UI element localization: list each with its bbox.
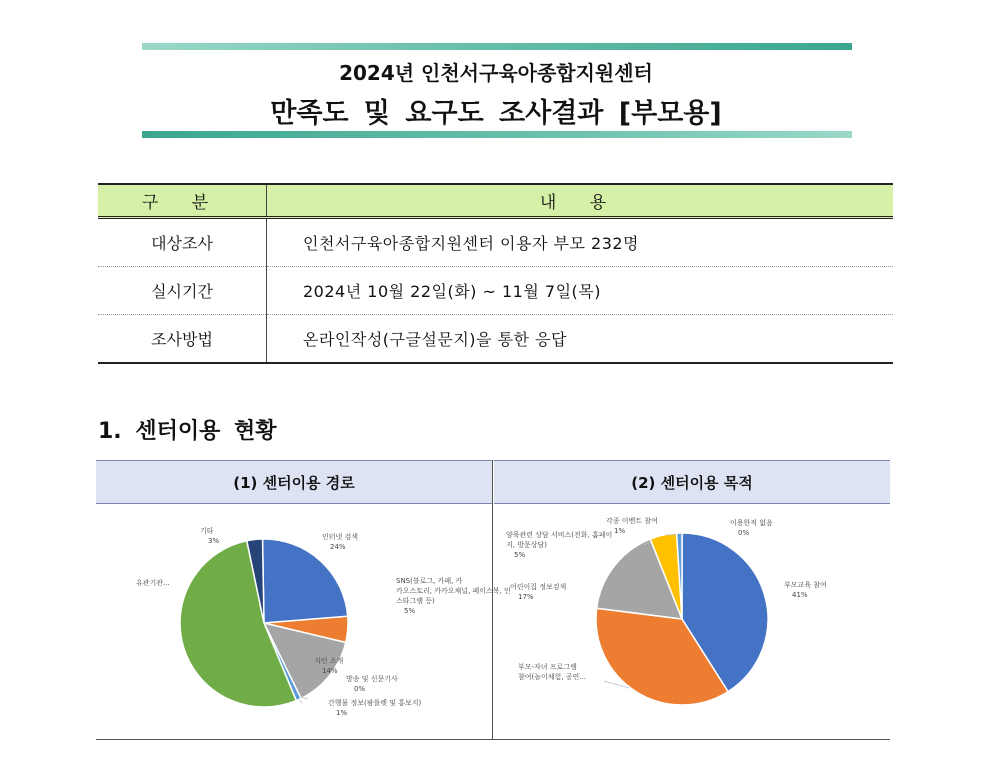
slice-label: 지인 소개 [314,657,344,665]
slice-label: 참여(놀이체험, 공연... [518,673,586,681]
section-title: 1. 센터이용 현황 [98,419,277,444]
slice-label: 각종 이벤트 참여 [606,517,658,525]
slice-label: 부모-자녀 프로그램 [518,663,577,671]
row-label-method: 조사방법 [98,315,267,364]
slice-label: 지, 방문상담) [506,541,547,549]
slice-value-label: 41% [792,591,808,599]
table-header-row [98,184,893,218]
slice-value-label: 24% [330,543,346,551]
pie-slice [263,539,348,623]
survey-info-table [98,183,893,364]
slice-label: 인터넷 검색 [322,533,359,541]
slice-label: 기타 [200,527,214,535]
row-value-method: 온라인작성(구글설문지)을 통한 응답 [267,315,894,364]
slice-label: 이용한적 없음 [730,519,773,527]
slice-label: 간행물 정보(팜플렛 및 홍보지) [328,699,422,707]
header-bottom-bar [142,131,852,138]
slice-value-label: 0% [738,529,750,537]
slice-value-label: 17% [518,593,534,601]
row-value-period: 2024년 10월 22일(화) ~ 11월 7일(목) [267,267,894,315]
slice-label: 유관기관... [136,579,170,587]
slice-value-label: 1% [336,709,348,717]
route-pie-chart [96,503,511,741]
report-title: 만족도 및 요구도 조사결과 [부모용] [270,98,722,129]
table-row [98,267,893,315]
slice-value-label: 3% [208,537,220,545]
panel-title-route: (1) 센터이용 경로 [96,460,492,504]
slice-value-label: 5% [514,551,526,559]
slice-label: SNS(블로그, 카페, 카 [396,577,463,585]
panel-title-purpose: (2) 센터이용 목적 [494,460,890,504]
table-row [98,218,893,267]
slice-label: 부모교육 참여 [784,581,827,589]
slice-value-label: 5% [404,607,416,615]
org-title: 2024년 인천서구육아종합지원센터 [339,61,653,85]
panel-divider [492,460,493,740]
slice-value-label: 14% [322,667,338,675]
header-top-bar [142,43,852,50]
slice-label: 방송 및 신문기사 [346,675,398,683]
row-label-target: 대상조사 [98,218,267,267]
col-header-category: 구 분 [98,184,267,218]
purpose-pie-chart [494,503,890,741]
row-label-period: 실시기간 [98,267,267,315]
slice-label: 스타그램 등) [396,597,435,605]
col-header-content: 내 용 [267,184,894,218]
table-row [98,315,893,364]
slice-value-label: 0% [354,685,366,693]
row-value-target: 인천서구육아종합지원센터 이용자 부모 232명 [267,218,894,267]
slice-value-label: 1% [614,527,626,535]
slice-label: 양육관련 상담 서비스(전화, 홈페이 [506,531,613,539]
slice-label: 어린이집 정보검색 [510,583,567,591]
slice-label: 카오스토리, 카카오채널, 페이스북, 인 [396,587,511,595]
